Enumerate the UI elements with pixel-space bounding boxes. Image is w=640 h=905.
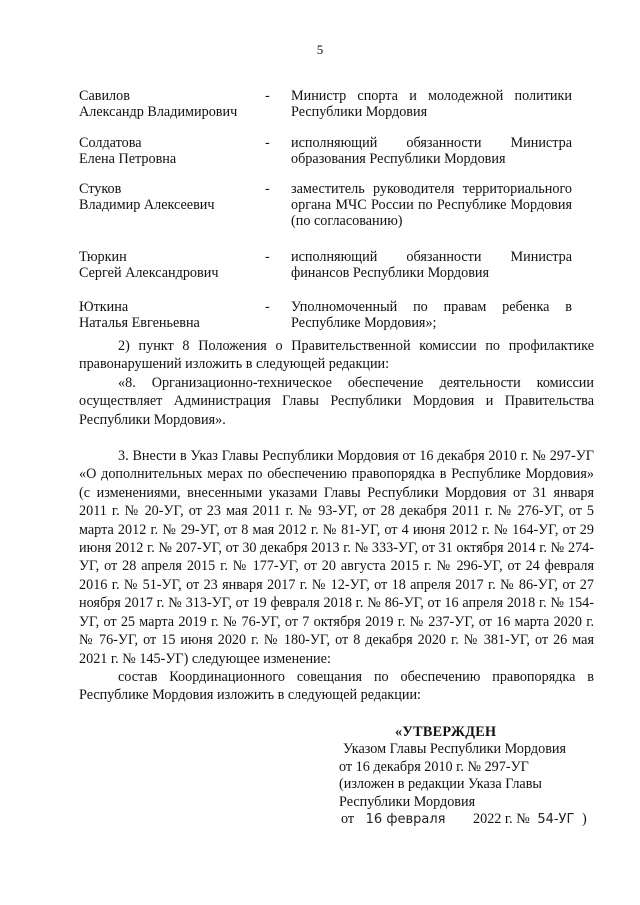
member-given-name: Наталья Евгеньевна bbox=[79, 315, 200, 331]
paragraph-item-2: 2) пункт 8 Положения о Правительственной комиссии по профилактике правонарушений изложить в следующей редакции: bbox=[79, 338, 594, 373]
document-body bbox=[79, 337, 594, 705]
member-name bbox=[79, 249, 265, 281]
member-dash: - bbox=[265, 249, 270, 265]
member-dash: - bbox=[265, 181, 270, 197]
approval-date-line: от 16 декабря 2010 г. № 297-УГ bbox=[339, 758, 529, 775]
member-surname: Юткина bbox=[79, 299, 129, 315]
approval-from: от bbox=[341, 811, 355, 828]
member-given-name: Сергей Александрович bbox=[79, 265, 219, 281]
member-given-name: Александр Владимирович bbox=[79, 104, 238, 120]
member-role: исполняющий обязанности Министра финансов Республики Мордовия bbox=[291, 249, 572, 281]
approval-handwritten-date: 16 февраля bbox=[365, 812, 446, 828]
member-dash: - bbox=[265, 88, 270, 104]
member-entry bbox=[79, 88, 574, 120]
member-given-name: Владимир Алексеевич bbox=[79, 197, 215, 213]
member-surname: Тюркин bbox=[79, 249, 127, 265]
member-entry bbox=[79, 299, 574, 331]
approval-republic-line: Республики Мордовия bbox=[339, 793, 476, 810]
member-dash: - bbox=[265, 135, 270, 151]
member-surname: Солдатова bbox=[79, 135, 142, 151]
member-surname: Савилов bbox=[79, 88, 130, 104]
member-name bbox=[79, 135, 265, 167]
approval-decree-line: Указом Главы Республики Мордовия bbox=[343, 741, 567, 758]
member-surname: Стуков bbox=[79, 181, 122, 197]
approval-close-paren: ) bbox=[581, 811, 587, 828]
member-role: Уполномоченный по правам ребенка в Республике Мордовия»; bbox=[291, 299, 572, 331]
approval-handwritten-number: 54-УГ bbox=[537, 812, 575, 828]
member-name bbox=[79, 181, 265, 229]
member-entry bbox=[79, 249, 574, 281]
members-list bbox=[79, 88, 574, 331]
approval-year: 2022 г. № bbox=[473, 811, 530, 828]
member-dash: - bbox=[265, 299, 270, 315]
paragraph-composition: состав Координационного совещания по обеспечению правопорядка в Республике Мордовия изложить в следующей редакции: bbox=[79, 668, 594, 704]
page-number: 5 bbox=[316, 42, 324, 57]
member-given-name: Елена Петровна bbox=[79, 151, 177, 167]
paragraph-item-3: 3. Внести в Указ Главы Республики Мордовия от 16 декабря 2010 г. № 297-УГ «О дополнительных мерах по обеспечению правопорядка в Республике Мордовия» (с изменениями, внесенными указами Главы Республики Мордовия от 31 января 2011 г. № 20-УГ, от 23 мая 2011 г. № 93-УГ, от 28 декабря 2011 г. № 276-УГ, от 5 марта 2012 г. № 29-УГ, от 8 мая 2012 г. № 81-УГ, от 4 июня 2012 г. № 164-УГ, от 29 июня 2012 г. № 207-УГ, от 30 декабря 2013 г. № 333-УГ, от 31 октября 2014 г. № 274-УГ, от 28 апреля 2015 г. № 177-УГ, от 20 августа 2015 г. № 296-УГ, от 24 февраля 2016 г. № 51-УГ, от 23 января 2017 г. № 12-УГ, от 18 апреля 2017 г. № 86-УГ, от 27 ноября 2017 г. № 313-УГ, от 19 февраля 2018 г. № 86-УГ, от 16 апреля 2018 г. № 154-УГ, от 25 марта 2019 г. № 76-УГ, от 7 октября 2019 г. № 237-УГ, от 16 марта 2020 г. № 76-УГ, от 15 июня 2020 г. № 180-УГ, от 8 декабря 2020 г. № 381-УГ, от 26 мая 2021 г. № 145-УГ) следующее изменение: bbox=[79, 448, 594, 667]
member-entry bbox=[79, 181, 574, 229]
member-role: исполняющий обязанности Министра образования Республики Мордовия bbox=[291, 135, 572, 167]
member-entry bbox=[79, 135, 574, 167]
approval-signature-line bbox=[339, 811, 599, 828]
paragraph-clause-8: «8. Организационно-техническое обеспечение деятельности комиссии осуществляет Администрация Главы Республики Мордовия и Правительства Республики Мордовия». bbox=[79, 374, 594, 428]
approval-heading: «УТВЕРЖДЕН bbox=[395, 724, 497, 740]
member-name bbox=[79, 299, 265, 331]
member-role: заместитель руководителя территориального органа МЧС России по Республике Мордовия (по согласованию) bbox=[291, 181, 572, 229]
approval-block bbox=[339, 724, 599, 828]
member-role: Министр спорта и молодежной политики Республики Мордовия bbox=[291, 88, 572, 120]
approval-edition-line: (изложен в редакции Указа Главы bbox=[339, 776, 542, 793]
member-name bbox=[79, 88, 265, 120]
